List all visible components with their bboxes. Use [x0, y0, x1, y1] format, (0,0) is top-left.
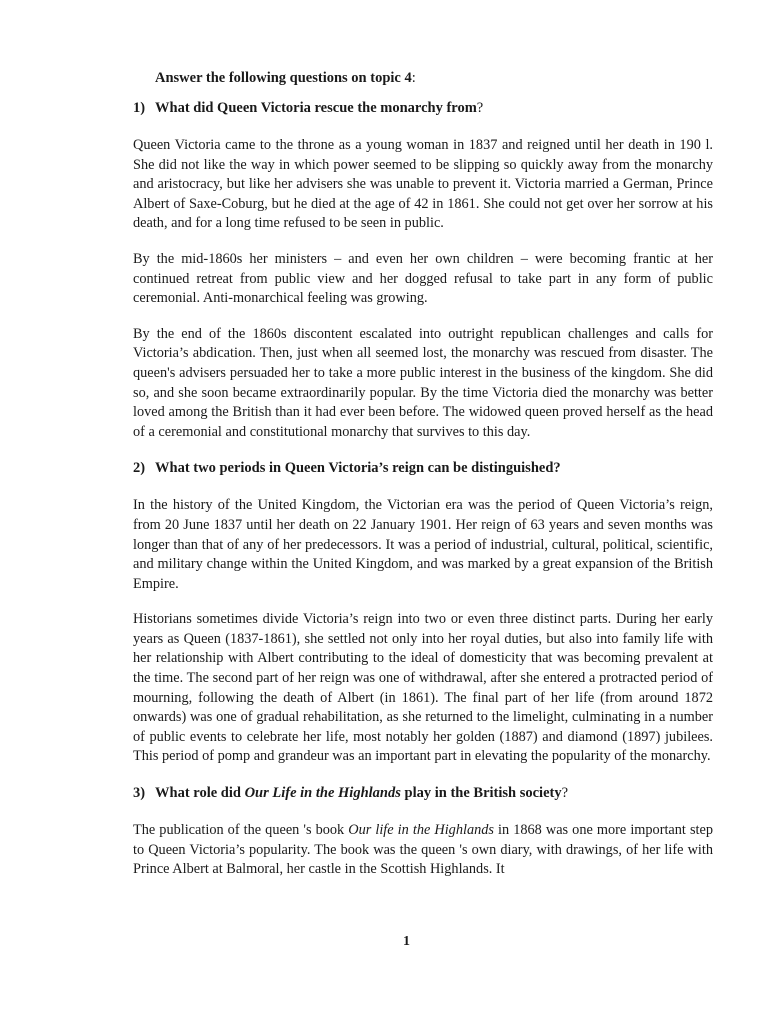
book-title: Our life in the Highlands — [348, 822, 494, 839]
question-mark: ? — [476, 100, 484, 116]
answer-2-paragraph-1: In the history of the United Kingdom, the Victorian era was the period of Queen Victoria’s reign, from 20 June 1837 until her death on 22 January 1901. Her reign of 63 years and seven months was longer than that of any of her predecessors. It was a period of industrial, cultural, political, scientific, and military change within the United Kingdom, and was marked by a great expansion of the British Empire. — [133, 497, 713, 592]
question-number: 2) — [133, 460, 146, 477]
answer-3-paragraph-1 — [133, 821, 713, 880]
question-number: 1) — [133, 100, 146, 116]
question-mark: ? — [561, 785, 569, 802]
answer-1-paragraph-3: By the end of the 1860s discontent escalated into outright republican challenges and calls for Victoria’s abdication. Then, just when all seemed lost, the monarchy was rescued from disaster. The queen's advisers persuaded her to take a more public interest in the business of the kingdom. She did so, and she soon became extraordinarily popular. By the time Victoria died the monarchy was better loved among the British than it had ever been before. The widowed queen proved herself as the head of a ceremonial and constitutional monarchy that survives to this day. — [133, 325, 713, 440]
question-number: 3) — [133, 785, 146, 802]
question-text-rest: play in the British society — [400, 785, 562, 802]
question-text: What two periods in Queen Victoria’s reign can be distinguished? — [155, 460, 561, 477]
question-2 — [133, 458, 713, 478]
answer-text-rest: in 1868 was one more important step to Queen Victoria’s popularity. The book was the queen 's own diary, with drawings, of her life with Prince Albert at Balmoral, her castle in the Scottish Highlands. It — [133, 822, 713, 878]
book-title: Our Life in the Highlands — [244, 785, 401, 802]
question-3 — [133, 783, 713, 803]
question-text: What did Queen Victoria rescue the monarchy from — [155, 100, 477, 116]
instructions-text: Answer the following questions on topic 4 — [155, 70, 412, 86]
instructions-colon: : — [411, 70, 416, 86]
answer-1-paragraph-2: By the mid-1860s her ministers – and even her own children – were becoming frantic at her continued retreat from public view and her dogged refusal to take part in any form of public ceremonial. Anti-monarchical feeling was growing. — [133, 250, 713, 307]
question-text-prefix: What role did — [155, 785, 245, 802]
instructions-heading — [155, 68, 713, 88]
question-1 — [133, 98, 713, 118]
document-page — [133, 68, 713, 896]
page-number: 1 — [403, 934, 410, 949]
answer-1-paragraph-1: Queen Victoria came to the throne as a young woman in 1837 and reigned until her death in 190 l. She did not like the way in which power seemed to be slipping so quickly away from the monarchy and aristocracy, but like her advisers she was unable to prevent it. Victoria married a German, Prince Albert of Saxe-Coburg, but he died at the age of 42 in 1861. She could not get over her sorrow at his death, and for a long time refused to be seen in public. — [133, 137, 713, 232]
answer-text-start: The publication of the queen 's book — [133, 822, 349, 839]
answer-2-paragraph-2: Historians sometimes divide Victoria’s reign into two or even three distinct parts. During her early years as Queen (1837-1861), she settled not only into her royal duties, but also into family life with her relationship with Albert contributing to the ideal of domesticity that was becoming prevalent at the time. The second part of her reign was one of withdrawal, after she entered a protracted period of mourning, following the death of Albert (in 1861). The final part of her life (from around 1872 onwards) was one of gradual rehabilitation, as she returned to the limelight, culminating in a number of public events to celebrate her life, most notably her golden (1887) and diamond (1897) jubilees. This period of pomp and grandeur was an important part in elevating the popularity of the monarchy. — [133, 611, 713, 765]
